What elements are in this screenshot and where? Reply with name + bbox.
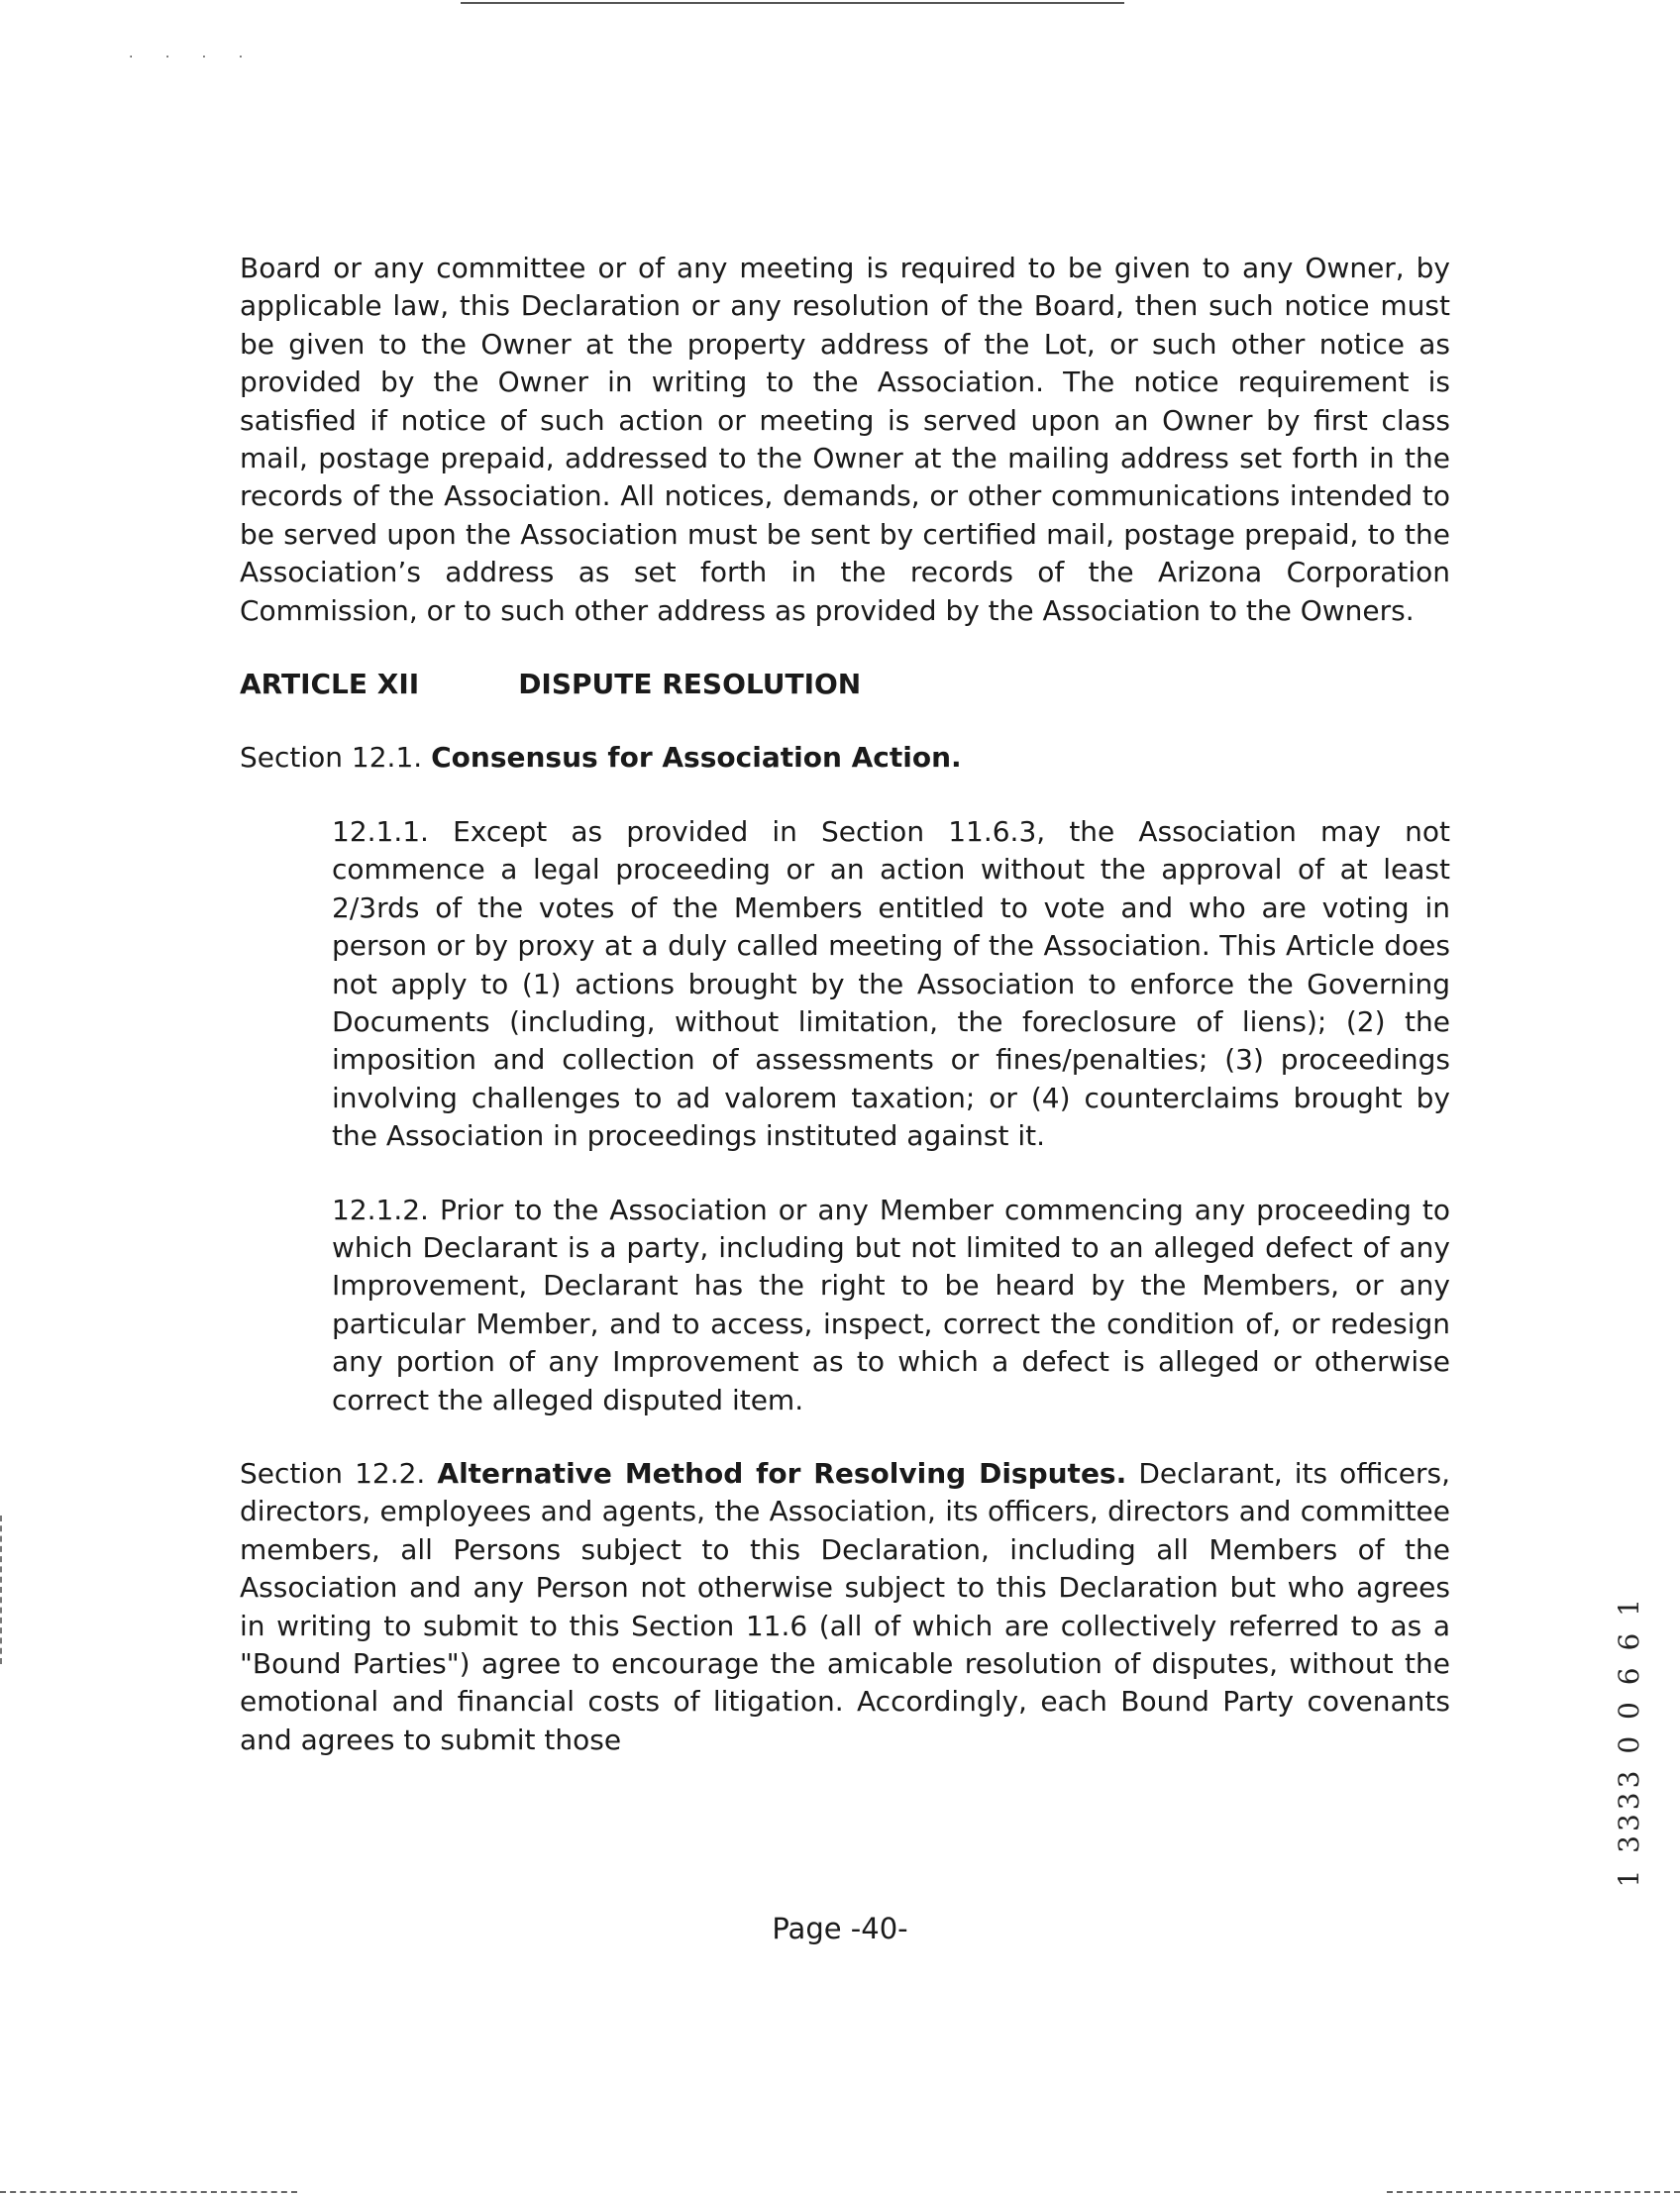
article-number: ARTICLE XII — [240, 668, 420, 701]
document-body — [240, 250, 1450, 1759]
subsection-12-1-1: 12.1.1. Except as provided in Section 11.6.3, the Association may not commence a legal proceeding or an action without the approval of at least 2/3rds of the votes of the Members entitled to vote and who are voting in person or by proxy at a duly called meeting of the Association. This Article does not apply to (1) actions brought by the Association to enforce the Governing Documents (including, without limitation, the foreclosure of liens); (2) the imposition and collection of assessments or fines/penalties; (3) proceedings involving challenges to ad valorem taxation; or (4) counterclaims brought by the Association in proceedings instituted against it. — [332, 814, 1450, 1153]
bottom-right-border — [1387, 2191, 1680, 2193]
article-heading — [240, 666, 1450, 703]
bates-number: 1 3333 0 0 6 6 1 — [1613, 1595, 1645, 1888]
article-title: DISPUTE RESOLUTION — [518, 668, 862, 701]
top-border-line — [461, 2, 1124, 4]
bottom-left-border — [0, 2191, 297, 2193]
section-12-1-label: Section 12.1. — [240, 741, 423, 775]
section-12-1-title: Consensus for Association Action. — [431, 741, 962, 775]
section-12-2 — [240, 1455, 1450, 1759]
subsection-12-1-2: 12.1.2. Prior to the Association or any Member commencing any proceeding to which Declarant is a party, including but not limited to an alleged defect of any Improvement, Declarant has the right to be heard by the Members, or any particular Member, and to access, inspect, correct the condition of, or redesign any portion of any Improvement as to which a defect is alleged or otherwise correct the alleged disputed item. — [332, 1193, 1450, 1416]
intro-paragraph: Board or any committee or of any meeting is required to be given to any Owner, by applicable law, this Declaration or any resolution of the Board, then such notice must be given to the Owner at the property address of the Lot, or such other notice as provided by the Owner in writing to the Association. The notice requirement is satisfied if notice of such action or meeting is served upon an Owner by first class mail, postage prepaid, addressed to the Owner at the mailing address set forth in the records of the Association. All notices, demands, or other communications intended to be served upon the Association must be sent by certified mail, postage prepaid, to the Association’s address as set forth in the records of the Arizona Corporation Commission, or to such other address as provided by the Association to the Owners. — [240, 252, 1450, 627]
section-12-2-title: Alternative Method for Resolving Disputes. — [437, 1456, 1127, 1490]
page-number: Page -40- — [772, 1912, 908, 1945]
scan-specks: · · · · — [129, 50, 258, 65]
section-12-2-label: Section 12.2. — [240, 1456, 426, 1490]
section-12-1-heading — [240, 739, 1450, 777]
section-12-2-body: Declarant, its officers, directors, employees and agents, the Association, its officers, directors and committee members, all Persons subject to this Declaration, including all Members of the Association and any Person not otherwise subject to this Declaration but who agrees in writing to submit to this Section 11.6 (all of which are collectively referred to as a "Bound Parties") agree to encourage the amicable resolution of disputes, without the emotional and financial costs of litigation. Accordingly, each Bound Party covenants and agrees to submit those — [240, 1456, 1451, 1756]
left-edge-mark — [0, 1516, 2, 1664]
